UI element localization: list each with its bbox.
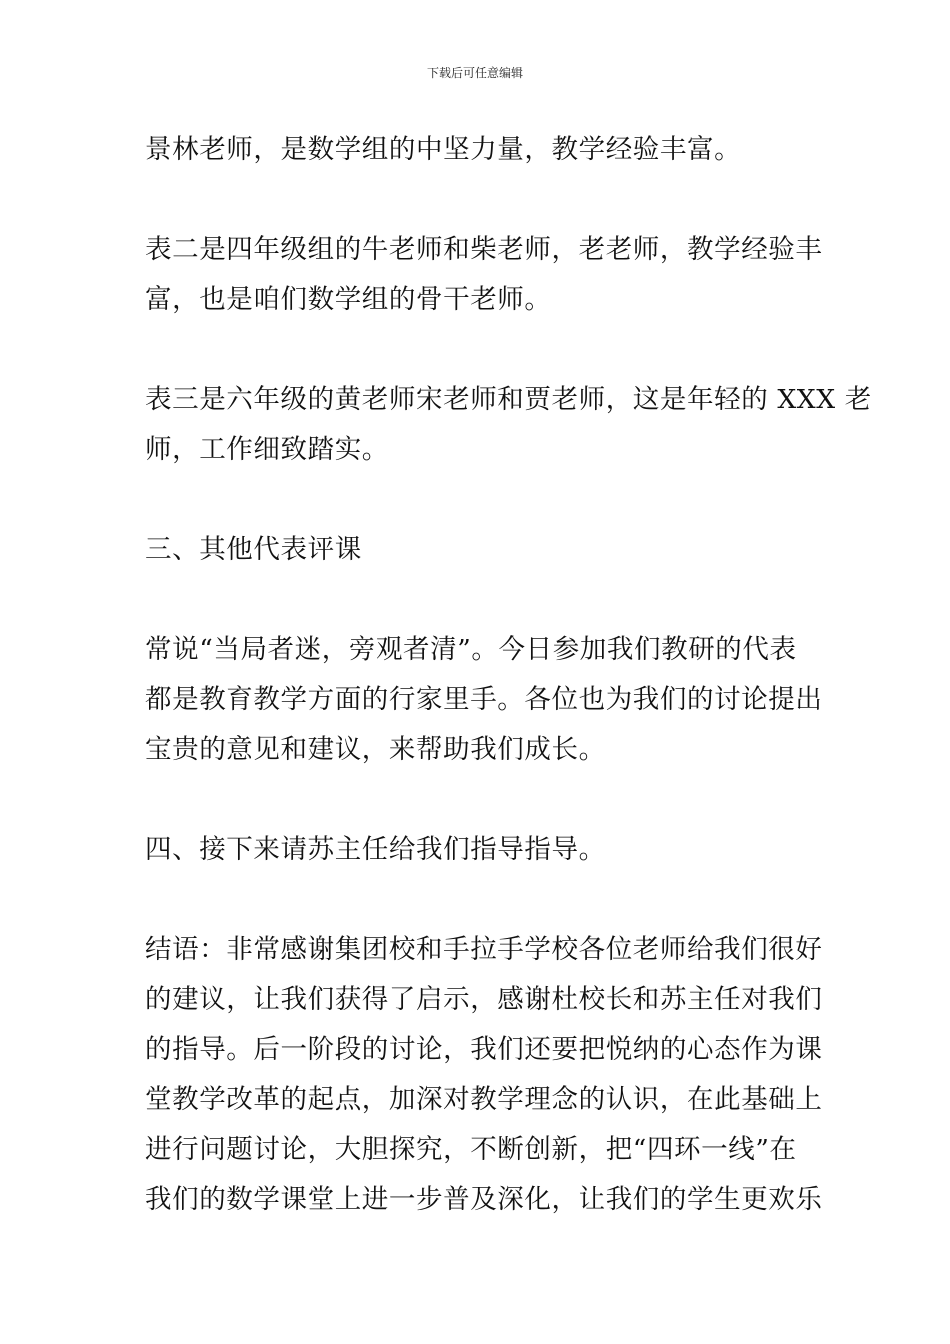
text-line: 表二是四年级组的牛老师和柴老师，老老师，教学经验丰	[145, 234, 823, 265]
text-line: 宝贵的意见和建议，来帮助我们成长。	[145, 734, 606, 765]
text-line: 我们的数学课堂上进一步普及深化，让我们的学生更欢乐	[145, 1184, 823, 1215]
text-line: 堂教学改革的起点，加深对教学理念的认识，在此基础上	[145, 1084, 823, 1115]
text-line: 进行问题讨论，大胆探究，不断创新，把“四环一线”在	[145, 1134, 797, 1165]
text-line: 富，也是咱们数学组的骨干老师。	[145, 284, 552, 315]
paragraph-table-three	[145, 375, 872, 475]
paragraph-teacher-jinglin	[145, 125, 810, 175]
paragraph-representatives	[145, 625, 823, 775]
page-header-note: 下载后可任意编辑	[426, 66, 523, 80]
text-line: 常说“当局者迷，旁观者清”。今日参加我们教研的代表	[145, 634, 797, 665]
text-line: 景林老师，是数学组的中坚力量，教学经验丰富。	[145, 134, 742, 165]
document-body	[145, 125, 872, 1225]
text-line: 四、接下来请苏主任给我们指导指导。	[145, 834, 606, 865]
paragraph-conclusion	[145, 925, 823, 1225]
text-line: 都是教育教学方面的行家里手。各位也为我们的讨论提出	[145, 684, 823, 715]
text-line: 师，工作细致踏实。	[145, 434, 389, 465]
section-heading-three	[145, 525, 810, 575]
paragraph-table-two	[145, 225, 823, 325]
text-line: 三、其他代表评课	[145, 534, 362, 565]
text-line: 的指导。后一阶段的讨论，我们还要把悦纳的心态作为课	[145, 1034, 823, 1065]
text-line: 的建议，让我们获得了启示，感谢杜校长和苏主任对我们	[145, 984, 823, 1015]
text-line: 结语：非常感谢集团校和手拉手学校各位老师给我们很好	[145, 934, 823, 965]
section-heading-four	[145, 825, 810, 875]
text-line: 表三是六年级的黄老师宋老师和贾老师，这是年轻的 XXX 老	[145, 384, 872, 415]
